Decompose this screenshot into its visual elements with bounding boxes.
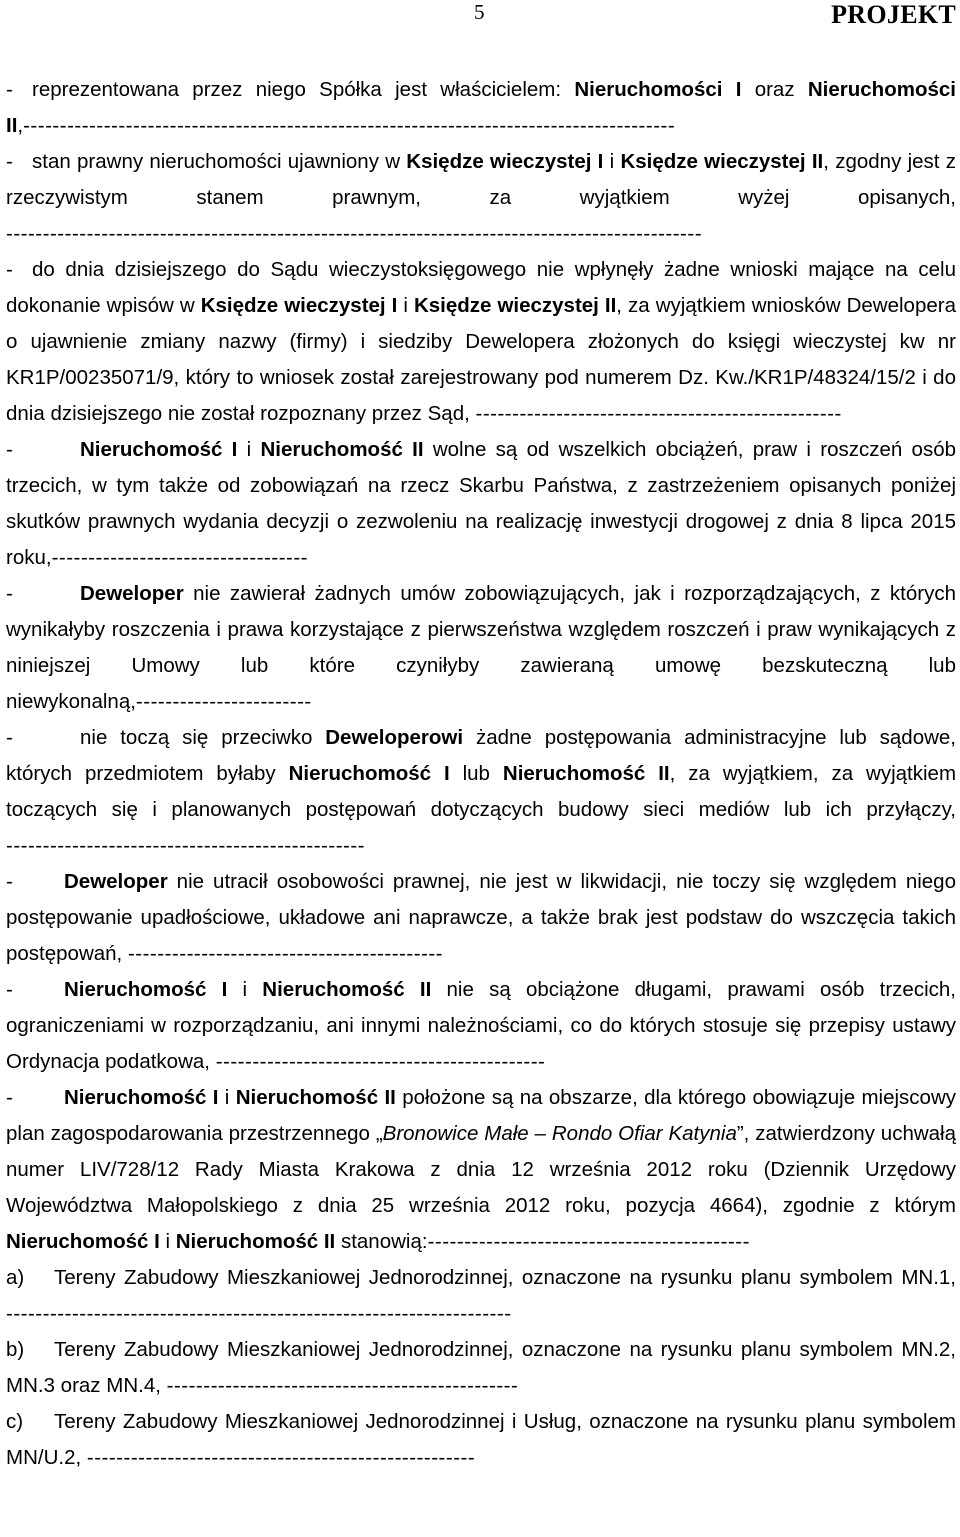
text-run: nie są obciążone długami, prawami osób trzecich, ograniczeniami w rozporządzaniu, ani innymi należnościami, co do których stosuje się przepisy ustawy Ordynacja podatkowa, [6,978,956,1073]
page-header [0,0,960,40]
dash-filler: --------------------------------------------- [215,1050,546,1073]
paragraph-p10 [6,1260,956,1332]
bold-term: Nieruchomości I [574,78,742,101]
list-marker: - [6,258,13,281]
bold-term: Deweloperowi [325,726,464,749]
text-run: nie utracił osobowości prawnej, nie jest w likwidacji, nie toczy się względem niego postępowanie upadłościowe, układowe ani naprawcze, a także brak jest podstaw do wszczęcia takich postępowań, [6,870,956,965]
text-run: , zgodny jest z rzeczywistym stanem prawnym, za wyjątkiem wyżej opisanych, [6,150,956,209]
bold-term: Deweloper [64,870,168,893]
text-run: i [227,978,263,1001]
paragraph-p4 [6,432,956,576]
dash-filler: -------------------------------------------- [427,1230,750,1253]
dash-filler: ------------------------------------------------- [6,834,366,857]
paragraph-p3 [6,252,956,432]
list-marker: - [6,78,13,101]
list-marker: c) [6,1410,24,1433]
bold-term: Nieruchomość II [260,438,424,461]
text-run: nie toczą się przeciwko [80,726,326,749]
draft-stamp: PROJEKT [831,0,956,29]
list-marker: - [6,726,13,749]
dash-filler: ----------------------------------------------------------------------------------------- [23,114,676,137]
bold-term: Nieruchomość I [80,438,238,461]
text-run: nie zawierał żadnych umów zobowiązujących, jak i rozporządzających, z których wynikałyby roszczenia i prawa korzystające z pierwszeństwa względem roszczeń i praw wynikających z niniejszej Umowy lub które czyniłyby zawieraną umowę bezskuteczną lub niewykonalną, [6,582,956,713]
bold-term: Nieruchomości II [6,78,956,137]
text-run: lub [449,762,503,785]
bold-term: Deweloper [80,582,184,605]
page-number: 5 [474,0,485,24]
paragraph-p6 [6,720,956,864]
bold-term: Księdze wieczystej I [406,150,604,173]
dash-filler: --------------------------------------------------------------------- [6,1302,512,1325]
bold-term: Księdze wieczystej I [200,294,398,317]
text-run: reprezentowana przez niego Spółka jest właścicielem: [32,78,575,101]
list-marker: a) [6,1266,25,1289]
document-body [6,72,956,1476]
dash-filler: ----------------------------------------------------- [86,1446,476,1469]
bold-term: Nieruchomość II [175,1230,336,1253]
text-run: i [159,1230,176,1253]
dash-filler: ------------------------------------------------ [166,1374,519,1397]
list-marker: - [6,438,13,461]
text-run: Tereny Zabudowy Mieszkaniowej Jednorodzinnej, oznaczone na rysunku planu symbolem MN.2, MN.3 oraz MN.4, [6,1338,956,1397]
bold-term: Nieruchomość I [64,1086,219,1109]
text-run: i [237,438,261,461]
text-run: , za wyjątkiem, za wyjątkiem toczących się i planowanych postępowań dotyczących budowy sieci mediów lub ich przyłączy, [6,762,957,821]
paragraph-p2 [6,144,956,252]
list-marker: - [6,870,13,893]
text-run: ”, zatwierdzony uchwałą numer LIV/728/12 Rady Miasta Krakowa z dnia 12 września 2012 roku (Dziennik Urzędowy Województwa Małopolskiego z dnia 25 września 2012 roku, pozycja 4664), zgodnie z którym [6,1122,957,1217]
list-marker: b) [6,1338,25,1361]
list-marker: - [6,978,13,1001]
paragraph-p1 [6,72,956,144]
text-run: do dnia dzisiejszego do Sądu wieczystoksięgowego nie wpłynęły żadne wnioski mające na celu dokonanie wpisów w [6,258,956,317]
list-marker: - [6,1086,13,1109]
bold-term: Nieruchomość I [6,1230,160,1253]
paragraph-p7 [6,864,956,972]
bold-term: Nieruchomość II [262,978,432,1001]
paragraph-p11 [6,1332,956,1404]
bold-term: Nieruchomość II [502,762,670,785]
text-run: , [17,114,24,137]
dash-filler: ------------------------ [135,690,312,713]
text-run: wolne są od wszelkich obciążeń, praw i roszczeń osób trzecich, w tym także od zobowiązań na rzecz Skarbu Państwa, z zastrzeżeniem opisanych poniżej skutków prawnych wydania decyzji o zezwoleniu na realizację inwestycji drogowej z dnia 8 lipca 2015 roku, [6,438,956,569]
paragraph-p5 [6,576,956,720]
text-run: Tereny Zabudowy Mieszkaniowej Jednorodzinnej, oznaczone na rysunku planu symbolem MN.1, [54,1266,956,1289]
text-run: i [397,294,414,317]
bold-term: Nieruchomość I [64,978,228,1001]
paragraph-p8 [6,972,956,1080]
bold-term: Nieruchomość I [288,762,450,785]
text-run: oraz [741,78,808,101]
text-run: Tereny Zabudowy Mieszkaniowej Jednorodzinnej i Usług, oznaczone na rysunku planu symbolem MN/U.2, [6,1410,956,1469]
italic-title: Bronowice Małe – Rondo Ofiar Katynia [382,1122,737,1145]
list-marker: - [6,582,13,605]
bold-term: Księdze wieczystej II [413,294,617,317]
text-run: , za wyjątkiem wniosków Dewelopera o ujawnienie zmiany nazwy (firmy) i siedziby Dewelopera złożonych do księgi wieczystej kw nr KR1P/00235071/9, który to wniosek został zarejestrowany pod numerem Dz. Kw./KR1P/48324/15/2 i do dnia dzisiejszego nie został rozpoznany przez Sąd, [6,294,956,425]
dash-filler: ----------------------------------------------------------------------------------------------- [6,222,703,245]
bold-term: Księdze wieczystej II [620,150,824,173]
list-marker: - [6,150,13,173]
text-run: położone są na obszarze, dla którego obowiązuje miejscowy plan zagospodarowania przestrzennego „ [6,1086,956,1145]
text-run: i [603,150,621,173]
text-run: i [218,1086,236,1109]
dash-filler: ----------------------------------- [51,546,309,569]
bold-term: Nieruchomość II [235,1086,396,1109]
dash-filler: ------------------------------------------- [127,942,443,965]
paragraph-p9 [6,1080,956,1260]
text-run: żadne postępowania administracyjne lub sądowe, których przedmiotem byłaby [6,726,956,785]
paragraph-p12 [6,1404,956,1476]
text-run: stanowią: [335,1230,428,1253]
text-run: stan prawny nieruchomości ujawniony w [32,150,407,173]
dash-filler: -------------------------------------------------- [475,402,842,425]
